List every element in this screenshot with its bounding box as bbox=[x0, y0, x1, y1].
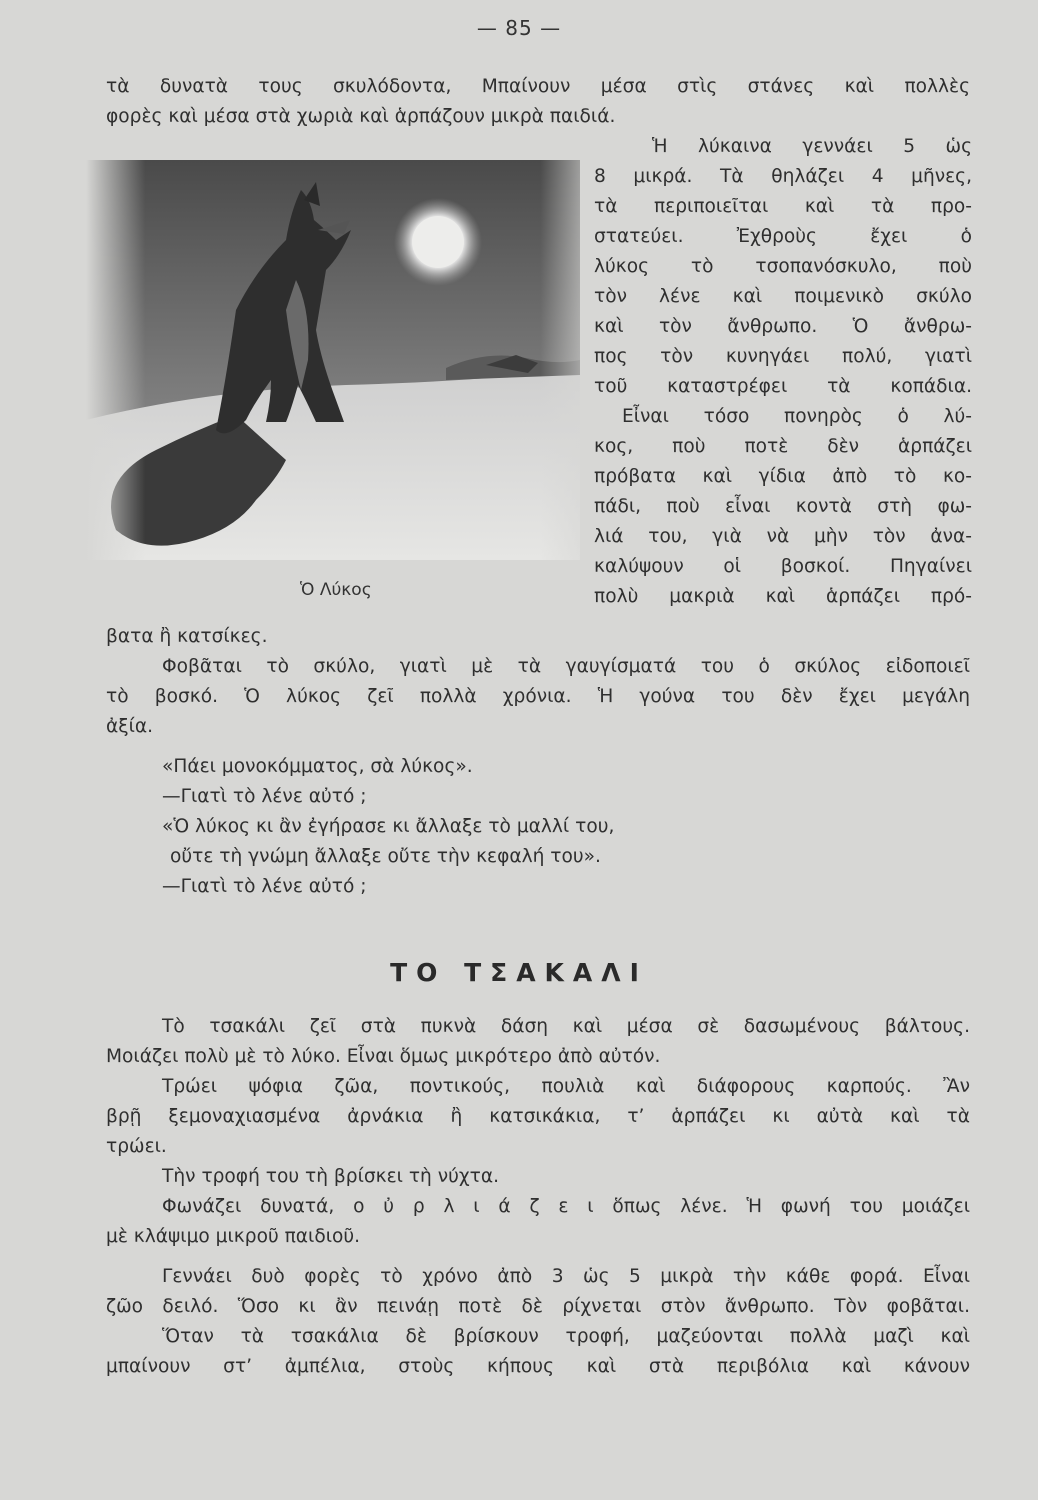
body-line: στατεύει. Ἐχθροὺς ἔχει ὁ bbox=[594, 226, 972, 247]
body-line: 8 μικρά. Τὰ θηλάζει 4 μῆνες, bbox=[594, 166, 972, 187]
section-heading: ΤΟ ΤΣΑΚΑΛΙ bbox=[390, 958, 648, 987]
page-number: — 85 — bbox=[476, 16, 562, 40]
question-line: —Γιατὶ τὸ λένε αὐτό ; bbox=[162, 786, 367, 807]
body-line: τρώει. bbox=[106, 1136, 167, 1157]
body-line: Εἶναι τόσο πονηρὸς ὁ λύ- bbox=[622, 406, 972, 427]
body-line: μὲ κλάψιμο μικροῦ παιδιοῦ. bbox=[106, 1226, 361, 1247]
body-line: καλύψουν οἱ βοσκοί. Πηγαίνει bbox=[594, 556, 972, 577]
body-line: λύκος τὸ τσοπανόσκυλο, ποὺ bbox=[594, 256, 972, 277]
body-line: Ὅταν τὰ τσακάλια δὲ βρίσκουν τροφή, μαζεύονται πολλὰ μαζὶ καὶ bbox=[162, 1326, 970, 1347]
body-line: κος, ποὺ ποτὲ δὲν ἁρπάζει bbox=[594, 436, 972, 457]
illustration-caption: Ὁ Λύκος bbox=[300, 580, 372, 600]
body-line: μπαίνουν στ’ ἀμπέλια, στοὺς κήπους καὶ στὰ περιβόλια καὶ κάνουν bbox=[106, 1356, 970, 1377]
body-line: τὸ βοσκό. Ὁ λύκος ζεῖ πολλὰ χρόνια. Ἡ γούνα του δὲν ἔχει μεγάλη bbox=[106, 686, 970, 707]
body-line: βρῇ ξεμοναχιασμένα ἀρνάκια ἢ κατσικάκια, τ’ ἁρπάζει κι αὐτὰ καὶ τὰ bbox=[106, 1106, 970, 1127]
question-line: —Γιατὶ τὸ λένε αὐτό ; bbox=[162, 876, 367, 897]
body-line: Ἡ λύκαινα γεννάει 5 ὡς bbox=[652, 136, 972, 157]
body-line: πάδι, ποὺ εἶναι κοντὰ στὴ φω- bbox=[594, 496, 972, 517]
body-line: Μοιάζει πολὺ μὲ τὸ λύκο. Εἶναι ὅμως μικρότερο ἀπὸ αὐτόν. bbox=[106, 1046, 661, 1067]
body-line: ἀξία. bbox=[106, 716, 154, 737]
body-line: τὸν λένε καὶ ποιμενικὸ σκύλο bbox=[594, 286, 972, 307]
proverb-line: οὔτε τὴ γνώμη ἄλλαξε οὔτε τὴν κεφαλή του». bbox=[170, 846, 601, 867]
body-line: Φοβᾶται τὸ σκύλο, γιατὶ μὲ τὰ γαυγίσματά του ὁ σκύλος εἰδοποιεῖ bbox=[162, 656, 970, 677]
body-line: καὶ τὸν ἄνθρωπο. Ὁ ἄνθρω- bbox=[594, 316, 972, 337]
body-line: πος τὸν κυνηγάει πολύ, γιατὶ bbox=[594, 346, 972, 367]
body-line: ζῶο δειλό. Ὅσο κι ἂν πεινάῃ ποτὲ δὲ ρίχνεται στὸν ἄνθρωπο. Τὸν φοβᾶται. bbox=[106, 1296, 970, 1317]
body-line: Τρώει ψόφια ζῶα, ποντικούς, πουλιὰ καὶ διάφορους καρπούς. Ἂν bbox=[162, 1076, 970, 1097]
body-line: πολὺ μακριὰ καὶ ἁρπάζει πρό- bbox=[594, 586, 972, 607]
body-line: λιά του, γιὰ νὰ μὴν τὸν ἀνα- bbox=[594, 526, 972, 547]
body-line: βατα ἢ κατσίκες. bbox=[106, 626, 268, 647]
body-line: Τὴν τροφή του τὴ βρίσκει τὴ νύχτα. bbox=[162, 1166, 499, 1187]
body-line: Γεννάει δυὸ φορὲς τὸ χρόνο ἀπὸ 3 ὡς 5 μικρὰ τὴν κάθε φορά. Εἶναι bbox=[162, 1266, 970, 1287]
proverb-line: «Ὁ λύκος κι ἂν ἐγήρασε κι ἄλλαξε τὸ μαλλί του, bbox=[162, 816, 615, 837]
proverb-line: «Πάει μονοκόμματος, σὰ λύκος». bbox=[162, 756, 473, 777]
body-line: τὰ δυνατὰ τους σκυλόδοντα, Μπαίνουν μέσα στὶς στάνες καὶ πολλὲς bbox=[106, 76, 970, 97]
body-line: Τὸ τσακάλι ζεῖ στὰ πυκνὰ δάση καὶ μέσα σὲ δασωμένους βάλτους. bbox=[162, 1016, 970, 1037]
body-line: Φωνάζει δυνατά, ο ὐ ρ λ ι ά ζ ε ι ὅπως λένε. Ἡ φωνή του μοιάζει bbox=[162, 1196, 970, 1217]
body-line: τοῦ καταστρέφει τὰ κοπάδια. bbox=[594, 376, 972, 397]
body-line: φορὲς καὶ μέσα στὰ χωριὰ καὶ ἁρπάζουν μικρὰ παιδιά. bbox=[106, 106, 616, 127]
wolf-illustration bbox=[86, 160, 580, 560]
body-line: τὰ περιποιεῖται καὶ τὰ προ- bbox=[594, 196, 972, 217]
body-line: πρόβατα καὶ γίδια ἀπὸ τὸ κο- bbox=[594, 466, 972, 487]
